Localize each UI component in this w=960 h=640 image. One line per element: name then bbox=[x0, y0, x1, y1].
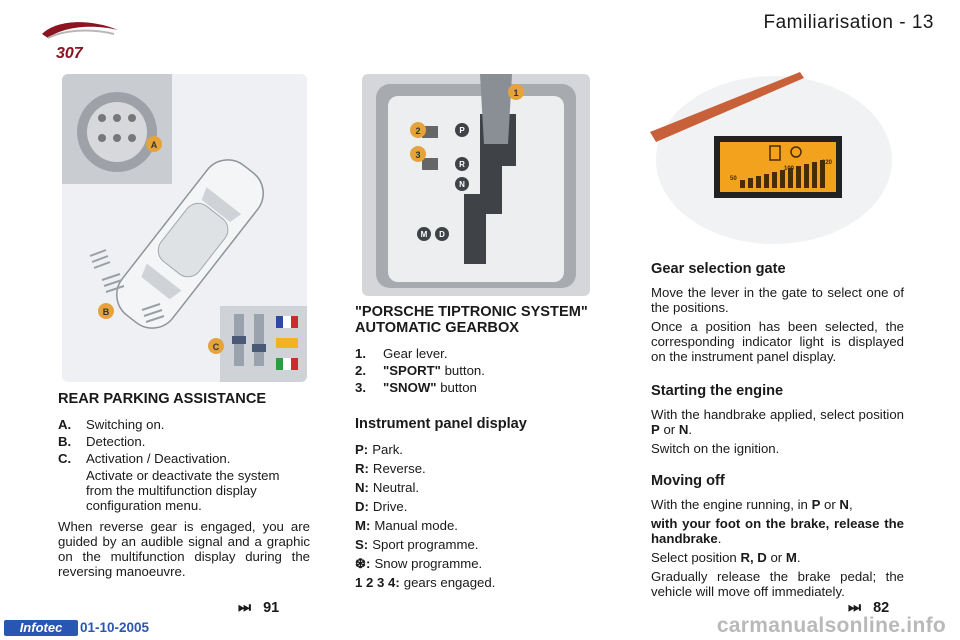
gearbox-item-2: 2. "SPORT" button. bbox=[355, 363, 485, 378]
snowflake-icon: ❆: bbox=[355, 556, 371, 571]
parking-item-a: A. Switching on. bbox=[58, 417, 165, 432]
fast-forward-icon: ⏭ bbox=[238, 600, 252, 616]
fast-forward-icon: ⏭ bbox=[848, 600, 862, 616]
parking-item-c: C. Activation / Deactivation. bbox=[58, 451, 231, 466]
instrument-display-illustration bbox=[650, 72, 898, 248]
instrument-item-m: M: Manual mode. bbox=[355, 518, 458, 533]
gear-lever-illustration bbox=[362, 74, 590, 296]
gate-d: D bbox=[439, 230, 445, 239]
gate-p2: Once a position has been selected, the corresponding indicator light is displayed on the instrument panel display. bbox=[651, 319, 904, 364]
parking-item-b: B. Detection. bbox=[58, 434, 146, 449]
starting-p1: With the handbrake applied, select position P or N. bbox=[651, 407, 904, 437]
instrument-item-n: N: Neutral. bbox=[355, 480, 420, 495]
page-header bbox=[763, 12, 934, 34]
gearbox-section bbox=[355, 304, 595, 594]
starting-p2: Switch on the ignition. bbox=[651, 441, 780, 456]
gearbox-item-1: 1. Gear lever. bbox=[355, 346, 448, 361]
moving-page-ref: ⏭ 82 bbox=[848, 600, 890, 616]
callout-2: 2 bbox=[415, 126, 421, 136]
gearbox-item-3: 3. "SNOW" button bbox=[355, 380, 477, 395]
callout-c: C bbox=[212, 342, 220, 352]
instrument-title: Instrument panel display bbox=[355, 416, 527, 432]
peugeot-307-logo bbox=[34, 16, 124, 64]
svg-text:307: 307 bbox=[56, 45, 83, 62]
moving-title: Moving off bbox=[651, 473, 725, 489]
gate-p: P bbox=[459, 126, 465, 135]
callout-1: 1 bbox=[513, 88, 519, 98]
page-number: 13 bbox=[911, 12, 934, 33]
parking-section bbox=[58, 392, 310, 579]
instrument-item-p: P: Park. bbox=[355, 442, 403, 457]
moving-p2: with your foot on the brake, release the handbrake. bbox=[651, 516, 904, 546]
display-num-120: 120 bbox=[822, 160, 833, 166]
footer-date: 01-10-2005 bbox=[80, 620, 150, 635]
header-separator: - bbox=[899, 12, 907, 33]
gate-p1: Move the lever in the gate to select one of the positions. bbox=[651, 285, 904, 315]
callout-b: B bbox=[102, 307, 110, 317]
parking-title: REAR PARKING ASSISTANCE bbox=[58, 391, 267, 407]
section-title: Familiarisation bbox=[763, 12, 894, 33]
instrument-item-d: D: Drive. bbox=[355, 499, 408, 514]
gate-r: R bbox=[459, 160, 465, 169]
moving-p1: With the engine running, in P or N, bbox=[651, 497, 853, 512]
instrument-item-s: S: Sport programme. bbox=[355, 537, 479, 552]
parking-paragraph: When reverse gear is engaged, you are guided by an audible signal and a graphic on the multifunction display during the reversing manoeuvre. bbox=[58, 519, 310, 579]
instrument-item-r: R: Reverse. bbox=[355, 461, 426, 476]
right-column bbox=[651, 262, 904, 599]
callout-3: 3 bbox=[415, 150, 421, 160]
gate-n: N bbox=[459, 180, 465, 189]
parking-page-ref: ⏭ 91 bbox=[238, 600, 280, 616]
display-num-100: 100 bbox=[784, 166, 795, 172]
callout-a: A bbox=[150, 140, 158, 150]
gate-m: M bbox=[420, 230, 428, 239]
parking-assistance-illustration bbox=[62, 74, 307, 382]
gearbox-title: "PORSCHE TIPTRONIC SYSTEM" AUTOMATIC GEARBOX bbox=[355, 304, 588, 336]
infotec-badge: Infotec bbox=[4, 620, 78, 636]
starting-title: Starting the engine bbox=[651, 383, 784, 399]
parking-note: Activate or deactivate the system from the multifunction display configuration menu. bbox=[86, 468, 280, 513]
moving-p3: Select position R, D or M. bbox=[651, 550, 801, 565]
instrument-item-snow: ❆: Snow programme. bbox=[355, 556, 483, 571]
instrument-item-gears: 1 2 3 4: gears engaged. bbox=[355, 575, 496, 590]
display-num-50: 50 bbox=[730, 176, 737, 182]
watermark: carmanualsonline.info bbox=[716, 614, 946, 637]
moving-p4: Gradually release the brake pedal; the vehicle will move off immediately. bbox=[651, 569, 904, 599]
gate-title: Gear selection gate bbox=[651, 261, 786, 277]
